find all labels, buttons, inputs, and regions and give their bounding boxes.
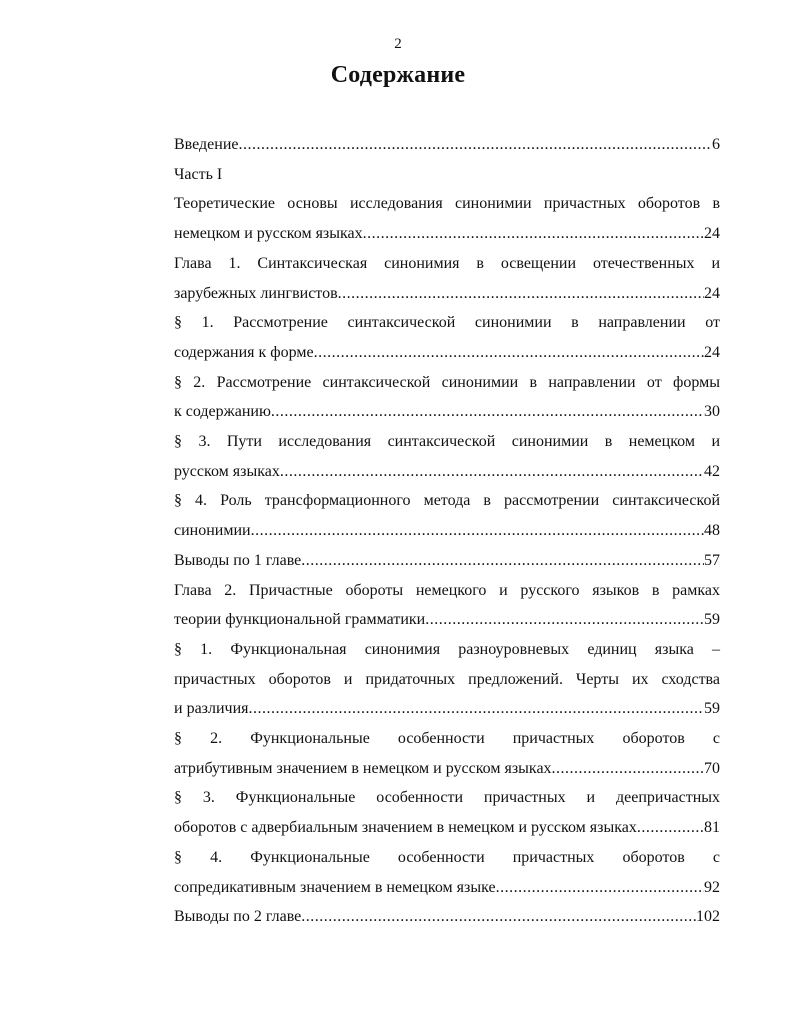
toc-leader-dots [363,219,704,249]
toc-entry-text: русском языках [174,462,280,480]
toc-page-number: 24 [704,225,720,243]
toc-line [174,516,720,546]
toc-entry-text: синонимии [174,522,251,540]
toc-entry-text: § 2. Рассмотрение синтаксической синонимии в направлении от формы [174,373,720,391]
toc-entry-text: Выводы по 2 главе [174,908,302,926]
toc-page-number: 59 [704,611,720,629]
toc-line [174,457,720,487]
toc-page-number: 81 [704,819,720,837]
toc-entry-text: § 3. Функциональные особенности причастных и деепричастных [174,789,720,807]
toc-line [174,605,720,635]
toc-page-number: 30 [704,403,720,421]
toc-entry-text: сопредикативным значением в немецком языке [174,878,496,896]
toc-entry-text: зарубежных лингвистов [174,284,338,302]
toc-line [174,546,720,576]
toc-leader-dots [301,902,696,932]
toc-entry-text: немецком и русском языках [174,225,363,243]
toc-leader-dots [251,516,704,546]
toc-leader-dots [496,873,704,903]
toc-leader-dots [280,457,704,487]
toc-page-number: 92 [704,878,720,896]
toc-page-number: 59 [704,700,720,718]
toc-leader-dots [425,605,704,635]
toc-entry-text: к содержанию [174,403,271,421]
toc-line [174,397,720,427]
toc-entry-text: оборотов с адвербиальным значением в немецком и русском языках [174,819,637,837]
toc-entry-text: § 2. Функциональные особенности причастных оборотов с [174,730,720,747]
toc-line [174,754,720,784]
toc-page-number: 70 [704,759,720,777]
toc-entry-text: Глава 2. Причастные обороты немецкого и русского языков в рамках [174,581,720,599]
toc-page-number: 24 [704,343,720,361]
toc-line [174,279,720,309]
toc-entry-text: содержания к форме [174,343,314,361]
toc-leader-dots [637,813,704,843]
toc-entry-text: § 4. Функциональные особенности причастных оборотов с [174,848,720,866]
toc-entry-text: атрибутивным значением в немецком и русском языках [174,759,552,777]
toc-entry-text: Часть I [174,165,223,183]
toc-line [174,694,720,724]
toc-leader-dots [338,279,704,309]
toc-entry-text: § 1. Функциональная синонимия разноуровневых единиц языка – [174,640,720,658]
toc-page-number: 102 [696,908,720,926]
toc-line [174,873,720,903]
toc-leader-dots [301,546,704,576]
toc-entry-text: теории функциональной грамматики [174,611,426,629]
toc-entry-text: причастных оборотов и придаточных предложений. Черты их сходства [174,670,720,688]
page-title: Содержание [330,62,466,88]
toc-entry-text: Теоретические основы исследования синонимии причастных оборотов в [174,195,720,213]
toc-entry-text: § 1. Рассмотрение синтаксической синонимии в направлении от [174,314,720,332]
toc-leader-dots [552,754,704,784]
toc-line [174,219,720,249]
toc-line [174,813,720,843]
toc-line [174,338,720,368]
toc-entry-text: Введение [174,136,239,153]
toc-leader-dots [249,694,705,724]
toc-page-number: 48 [704,522,720,540]
toc-page-number: 6 [712,136,720,153]
toc-page-number: 24 [704,284,720,302]
toc-entry-text: и различия [174,700,249,718]
page-number: 2 [394,36,402,52]
toc-entry-text: § 4. Роль трансформационного метода в рассмотрении синтаксической [174,492,720,510]
toc-entry-text: Выводы по 1 главе [174,551,302,569]
toc-line [174,902,720,932]
toc-entry-text: § 3. Пути исследования синтаксической синонимии в немецком и [174,433,720,450]
toc-leader-dots [314,338,704,368]
toc-leader-dots [239,130,713,160]
toc-entry-text: Глава 1. Синтаксическая синонимия в освещении отечественных и [174,254,720,272]
toc-line [174,130,720,160]
toc-page-number: 57 [704,551,720,569]
toc-page-number: 42 [704,462,720,480]
toc-leader-dots [271,397,704,427]
